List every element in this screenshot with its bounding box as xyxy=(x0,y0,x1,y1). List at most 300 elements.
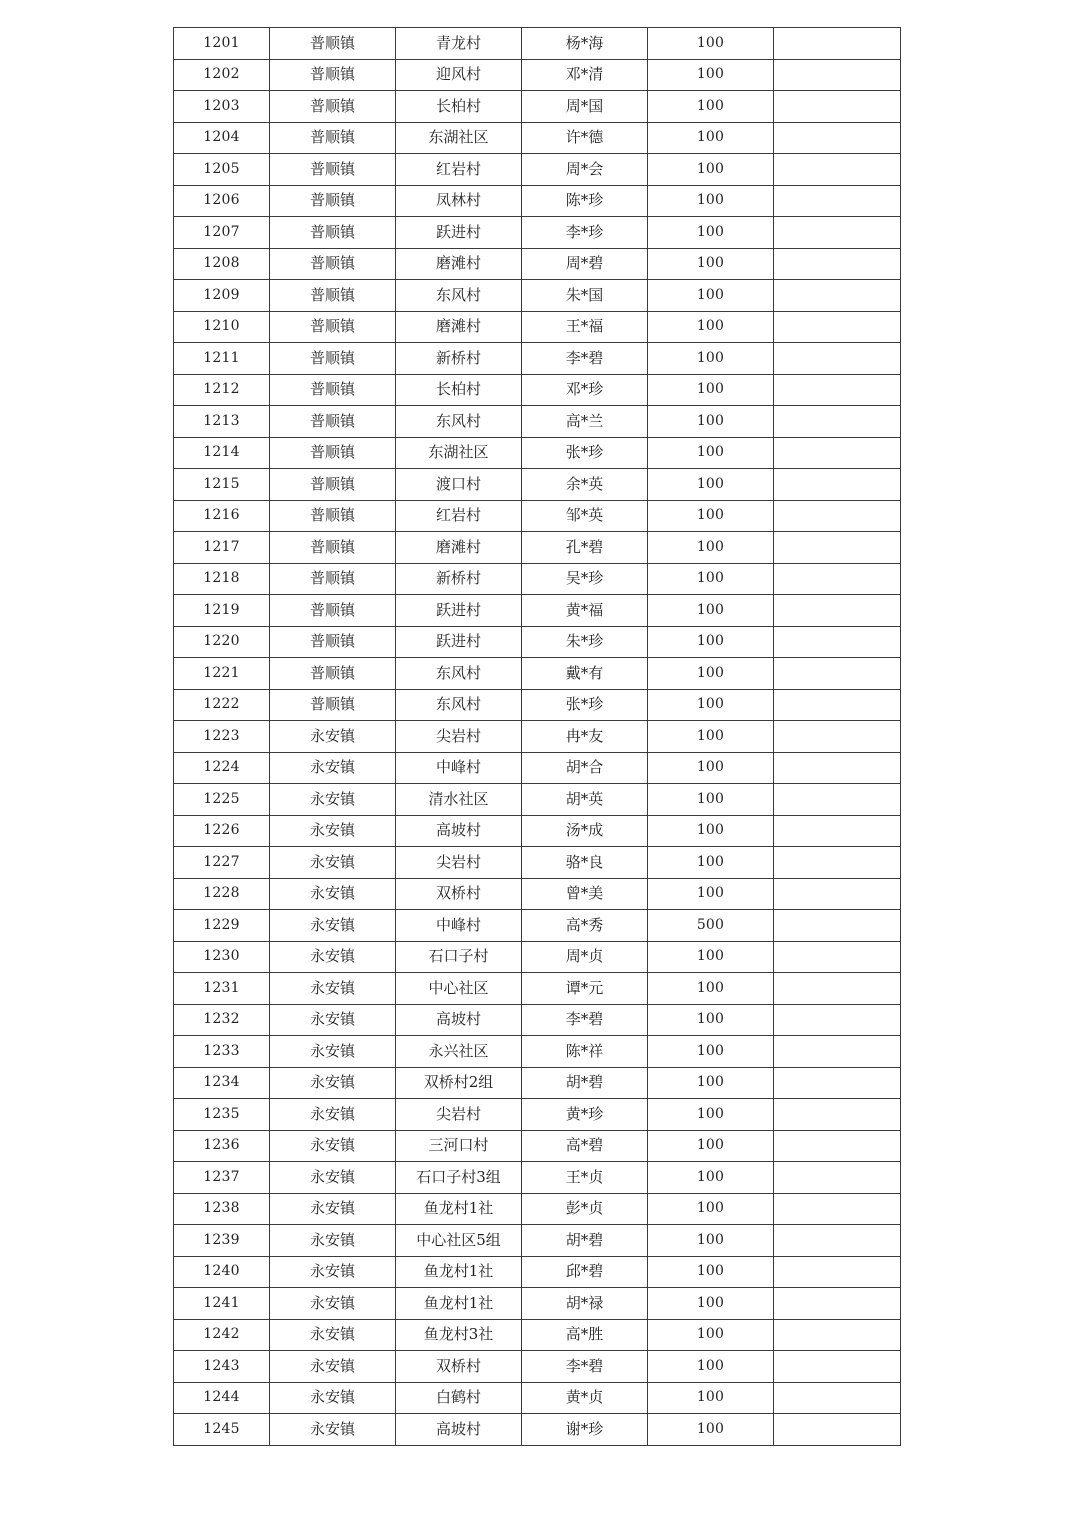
cell-person-name: 邓*珍 xyxy=(522,374,648,406)
cell-town: 普顺镇 xyxy=(270,91,396,123)
cell-village: 磨滩村 xyxy=(396,311,522,343)
cell-person-name: 曾*美 xyxy=(522,878,648,910)
cell-person-name: 胡*碧 xyxy=(522,1067,648,1099)
cell-remark xyxy=(774,878,901,910)
cell-person-name: 王*福 xyxy=(522,311,648,343)
cell-town: 普顺镇 xyxy=(270,563,396,595)
cell-village: 中峰村 xyxy=(396,752,522,784)
cell-serial-number: 1203 xyxy=(174,91,270,123)
cell-village: 渡口村 xyxy=(396,469,522,501)
cell-remark xyxy=(774,1225,901,1257)
table-row xyxy=(174,658,901,690)
cell-serial-number: 1208 xyxy=(174,248,270,280)
cell-remark xyxy=(774,847,901,879)
table-row xyxy=(174,1319,901,1351)
cell-person-name: 胡*禄 xyxy=(522,1288,648,1320)
cell-town: 普顺镇 xyxy=(270,217,396,249)
cell-amount: 100 xyxy=(648,1382,774,1414)
table-row xyxy=(174,437,901,469)
cell-serial-number: 1220 xyxy=(174,626,270,658)
cell-person-name: 胡*碧 xyxy=(522,1225,648,1257)
table-row xyxy=(174,1193,901,1225)
cell-serial-number: 1244 xyxy=(174,1382,270,1414)
cell-town: 永安镇 xyxy=(270,1067,396,1099)
cell-person-name: 余*英 xyxy=(522,469,648,501)
table-row xyxy=(174,311,901,343)
cell-remark xyxy=(774,941,901,973)
cell-remark xyxy=(774,721,901,753)
cell-person-name: 邱*碧 xyxy=(522,1256,648,1288)
cell-amount: 100 xyxy=(648,311,774,343)
cell-amount: 100 xyxy=(648,1288,774,1320)
cell-remark xyxy=(774,1036,901,1068)
cell-remark xyxy=(774,91,901,123)
cell-serial-number: 1221 xyxy=(174,658,270,690)
cell-person-name: 陈*祥 xyxy=(522,1036,648,1068)
cell-person-name: 王*贞 xyxy=(522,1162,648,1194)
cell-village: 永兴社区 xyxy=(396,1036,522,1068)
cell-serial-number: 1240 xyxy=(174,1256,270,1288)
table-row xyxy=(174,59,901,91)
cell-town: 永安镇 xyxy=(270,1351,396,1383)
table-row xyxy=(174,784,901,816)
table-row xyxy=(174,1382,901,1414)
cell-village: 长柏村 xyxy=(396,374,522,406)
cell-village: 东风村 xyxy=(396,406,522,438)
cell-town: 普顺镇 xyxy=(270,374,396,406)
cell-remark xyxy=(774,343,901,375)
cell-serial-number: 1242 xyxy=(174,1319,270,1351)
cell-town: 永安镇 xyxy=(270,1162,396,1194)
cell-village: 青龙村 xyxy=(396,28,522,60)
cell-town: 永安镇 xyxy=(270,847,396,879)
cell-town: 普顺镇 xyxy=(270,658,396,690)
cell-village: 东风村 xyxy=(396,280,522,312)
cell-town: 普顺镇 xyxy=(270,28,396,60)
cell-village: 尖岩村 xyxy=(396,721,522,753)
table-row xyxy=(174,1067,901,1099)
table-row xyxy=(174,185,901,217)
table-row xyxy=(174,689,901,721)
cell-serial-number: 1212 xyxy=(174,374,270,406)
cell-remark xyxy=(774,437,901,469)
cell-serial-number: 1207 xyxy=(174,217,270,249)
cell-amount: 100 xyxy=(648,563,774,595)
cell-person-name: 周*碧 xyxy=(522,248,648,280)
cell-amount: 100 xyxy=(648,941,774,973)
cell-amount: 100 xyxy=(648,815,774,847)
cell-remark xyxy=(774,406,901,438)
cell-village: 高坡村 xyxy=(396,1414,522,1446)
cell-person-name: 朱*珍 xyxy=(522,626,648,658)
table-row xyxy=(174,847,901,879)
cell-person-name: 张*珍 xyxy=(522,689,648,721)
cell-amount: 100 xyxy=(648,1193,774,1225)
cell-town: 永安镇 xyxy=(270,1256,396,1288)
cell-remark xyxy=(774,500,901,532)
cell-serial-number: 1214 xyxy=(174,437,270,469)
cell-serial-number: 1227 xyxy=(174,847,270,879)
cell-village: 磨滩村 xyxy=(396,248,522,280)
table-row xyxy=(174,721,901,753)
cell-amount: 100 xyxy=(648,185,774,217)
cell-remark xyxy=(774,973,901,1005)
cell-remark xyxy=(774,1130,901,1162)
cell-village: 中峰村 xyxy=(396,910,522,942)
cell-serial-number: 1210 xyxy=(174,311,270,343)
cell-remark xyxy=(774,1193,901,1225)
cell-serial-number: 1236 xyxy=(174,1130,270,1162)
cell-village: 尖岩村 xyxy=(396,1099,522,1131)
cell-amount: 100 xyxy=(648,28,774,60)
cell-remark xyxy=(774,910,901,942)
cell-remark xyxy=(774,154,901,186)
cell-serial-number: 1217 xyxy=(174,532,270,564)
cell-person-name: 周*国 xyxy=(522,91,648,123)
cell-village: 跃进村 xyxy=(396,595,522,627)
cell-serial-number: 1239 xyxy=(174,1225,270,1257)
cell-town: 永安镇 xyxy=(270,752,396,784)
cell-person-name: 邓*清 xyxy=(522,59,648,91)
cell-person-name: 高*碧 xyxy=(522,1130,648,1162)
cell-village: 中心社区 xyxy=(396,973,522,1005)
cell-remark xyxy=(774,1382,901,1414)
cell-village: 双桥村 xyxy=(396,878,522,910)
cell-person-name: 骆*良 xyxy=(522,847,648,879)
cell-person-name: 高*兰 xyxy=(522,406,648,438)
cell-town: 永安镇 xyxy=(270,1319,396,1351)
cell-person-name: 彭*贞 xyxy=(522,1193,648,1225)
cell-serial-number: 1211 xyxy=(174,343,270,375)
cell-remark xyxy=(774,658,901,690)
cell-town: 永安镇 xyxy=(270,1225,396,1257)
table-row xyxy=(174,248,901,280)
cell-village: 红岩村 xyxy=(396,154,522,186)
cell-town: 普顺镇 xyxy=(270,500,396,532)
cell-serial-number: 1238 xyxy=(174,1193,270,1225)
cell-remark xyxy=(774,1319,901,1351)
cell-amount: 100 xyxy=(648,847,774,879)
table-row xyxy=(174,343,901,375)
cell-amount: 100 xyxy=(648,595,774,627)
table-row xyxy=(174,217,901,249)
cell-village: 长柏村 xyxy=(396,91,522,123)
cell-serial-number: 1218 xyxy=(174,563,270,595)
cell-amount: 100 xyxy=(648,1067,774,1099)
cell-person-name: 黄*珍 xyxy=(522,1099,648,1131)
cell-person-name: 吴*珍 xyxy=(522,563,648,595)
cell-town: 永安镇 xyxy=(270,1004,396,1036)
cell-remark xyxy=(774,626,901,658)
cell-amount: 100 xyxy=(648,1414,774,1446)
cell-person-name: 李*珍 xyxy=(522,217,648,249)
cell-town: 普顺镇 xyxy=(270,689,396,721)
table-row xyxy=(174,626,901,658)
cell-remark xyxy=(774,217,901,249)
table-row xyxy=(174,1256,901,1288)
cell-remark xyxy=(774,1256,901,1288)
cell-serial-number: 1225 xyxy=(174,784,270,816)
table-row xyxy=(174,1099,901,1131)
cell-remark xyxy=(774,752,901,784)
roster-table xyxy=(173,27,901,1446)
cell-town: 普顺镇 xyxy=(270,311,396,343)
cell-village: 东风村 xyxy=(396,689,522,721)
cell-village: 新桥村 xyxy=(396,343,522,375)
cell-town: 永安镇 xyxy=(270,1099,396,1131)
cell-person-name: 谭*元 xyxy=(522,973,648,1005)
cell-serial-number: 1205 xyxy=(174,154,270,186)
cell-serial-number: 1237 xyxy=(174,1162,270,1194)
cell-town: 永安镇 xyxy=(270,1288,396,1320)
cell-amount: 100 xyxy=(648,91,774,123)
cell-amount: 100 xyxy=(648,437,774,469)
cell-village: 磨滩村 xyxy=(396,532,522,564)
cell-person-name: 高*胜 xyxy=(522,1319,648,1351)
cell-remark xyxy=(774,563,901,595)
cell-village: 尖岩村 xyxy=(396,847,522,879)
table-row xyxy=(174,563,901,595)
cell-serial-number: 1216 xyxy=(174,500,270,532)
cell-amount: 100 xyxy=(648,500,774,532)
cell-village: 跃进村 xyxy=(396,217,522,249)
cell-serial-number: 1232 xyxy=(174,1004,270,1036)
cell-person-name: 胡*合 xyxy=(522,752,648,784)
cell-serial-number: 1245 xyxy=(174,1414,270,1446)
cell-serial-number: 1215 xyxy=(174,469,270,501)
cell-amount: 100 xyxy=(648,721,774,753)
table-row xyxy=(174,1036,901,1068)
cell-serial-number: 1204 xyxy=(174,122,270,154)
cell-amount: 100 xyxy=(648,154,774,186)
cell-village: 中心社区5组 xyxy=(396,1225,522,1257)
cell-town: 普顺镇 xyxy=(270,343,396,375)
cell-village: 双桥村2组 xyxy=(396,1067,522,1099)
table-row xyxy=(174,1004,901,1036)
table-row xyxy=(174,973,901,1005)
cell-town: 永安镇 xyxy=(270,784,396,816)
cell-amount: 100 xyxy=(648,1036,774,1068)
cell-remark xyxy=(774,1099,901,1131)
cell-town: 普顺镇 xyxy=(270,122,396,154)
cell-amount: 100 xyxy=(648,689,774,721)
cell-village: 跃进村 xyxy=(396,626,522,658)
table-row xyxy=(174,374,901,406)
cell-amount: 100 xyxy=(648,469,774,501)
table-row xyxy=(174,878,901,910)
cell-amount: 100 xyxy=(648,59,774,91)
cell-village: 鱼龙村1社 xyxy=(396,1193,522,1225)
table-row xyxy=(174,28,901,60)
cell-person-name: 陈*珍 xyxy=(522,185,648,217)
roster-table-body xyxy=(174,28,901,1446)
cell-remark xyxy=(774,469,901,501)
cell-town: 普顺镇 xyxy=(270,406,396,438)
cell-town: 普顺镇 xyxy=(270,185,396,217)
table-row xyxy=(174,406,901,438)
cell-town: 普顺镇 xyxy=(270,595,396,627)
cell-village: 鱼龙村3社 xyxy=(396,1319,522,1351)
cell-amount: 100 xyxy=(648,1351,774,1383)
cell-amount: 100 xyxy=(648,532,774,564)
cell-person-name: 孔*碧 xyxy=(522,532,648,564)
cell-town: 永安镇 xyxy=(270,1382,396,1414)
table-row xyxy=(174,910,901,942)
cell-town: 永安镇 xyxy=(270,1036,396,1068)
cell-town: 普顺镇 xyxy=(270,437,396,469)
cell-village: 凤林村 xyxy=(396,185,522,217)
cell-person-name: 李*碧 xyxy=(522,1004,648,1036)
cell-village: 高坡村 xyxy=(396,1004,522,1036)
cell-serial-number: 1235 xyxy=(174,1099,270,1131)
cell-person-name: 谢*珍 xyxy=(522,1414,648,1446)
cell-amount: 100 xyxy=(648,973,774,1005)
cell-village: 迎风村 xyxy=(396,59,522,91)
cell-amount: 100 xyxy=(648,1319,774,1351)
cell-serial-number: 1206 xyxy=(174,185,270,217)
cell-remark xyxy=(774,815,901,847)
cell-town: 普顺镇 xyxy=(270,280,396,312)
cell-amount: 100 xyxy=(648,1004,774,1036)
cell-remark xyxy=(774,374,901,406)
cell-person-name: 黄*贞 xyxy=(522,1382,648,1414)
cell-village: 双桥村 xyxy=(396,1351,522,1383)
cell-serial-number: 1219 xyxy=(174,595,270,627)
cell-town: 永安镇 xyxy=(270,973,396,1005)
cell-remark xyxy=(774,28,901,60)
cell-serial-number: 1226 xyxy=(174,815,270,847)
cell-town: 永安镇 xyxy=(270,1193,396,1225)
table-row xyxy=(174,815,901,847)
cell-town: 普顺镇 xyxy=(270,248,396,280)
cell-serial-number: 1230 xyxy=(174,941,270,973)
cell-amount: 100 xyxy=(648,343,774,375)
cell-amount: 500 xyxy=(648,910,774,942)
table-row xyxy=(174,1288,901,1320)
cell-person-name: 周*会 xyxy=(522,154,648,186)
cell-town: 普顺镇 xyxy=(270,59,396,91)
cell-serial-number: 1243 xyxy=(174,1351,270,1383)
cell-person-name: 李*碧 xyxy=(522,1351,648,1383)
cell-person-name: 李*碧 xyxy=(522,343,648,375)
cell-remark xyxy=(774,311,901,343)
table-row xyxy=(174,280,901,312)
table-row xyxy=(174,532,901,564)
cell-village: 鱼龙村1社 xyxy=(396,1288,522,1320)
cell-remark xyxy=(774,59,901,91)
cell-amount: 100 xyxy=(648,1099,774,1131)
cell-town: 永安镇 xyxy=(270,878,396,910)
cell-town: 普顺镇 xyxy=(270,469,396,501)
cell-person-name: 戴*有 xyxy=(522,658,648,690)
cell-amount: 100 xyxy=(648,1130,774,1162)
cell-village: 三河口村 xyxy=(396,1130,522,1162)
cell-remark xyxy=(774,1351,901,1383)
table-row xyxy=(174,1414,901,1446)
cell-village: 东风村 xyxy=(396,658,522,690)
cell-person-name: 高*秀 xyxy=(522,910,648,942)
cell-remark xyxy=(774,784,901,816)
cell-remark xyxy=(774,1067,901,1099)
cell-amount: 100 xyxy=(648,374,774,406)
cell-amount: 100 xyxy=(648,752,774,784)
cell-serial-number: 1213 xyxy=(174,406,270,438)
cell-person-name: 汤*成 xyxy=(522,815,648,847)
cell-person-name: 张*珍 xyxy=(522,437,648,469)
table-row xyxy=(174,595,901,627)
cell-remark xyxy=(774,532,901,564)
table-row xyxy=(174,1130,901,1162)
cell-amount: 100 xyxy=(648,784,774,816)
cell-amount: 100 xyxy=(648,406,774,438)
cell-serial-number: 1241 xyxy=(174,1288,270,1320)
cell-amount: 100 xyxy=(648,248,774,280)
cell-serial-number: 1202 xyxy=(174,59,270,91)
cell-amount: 100 xyxy=(648,1256,774,1288)
cell-village: 鱼龙村1社 xyxy=(396,1256,522,1288)
cell-serial-number: 1233 xyxy=(174,1036,270,1068)
cell-remark xyxy=(774,280,901,312)
cell-town: 永安镇 xyxy=(270,941,396,973)
table-row xyxy=(174,1351,901,1383)
table-row xyxy=(174,941,901,973)
cell-remark xyxy=(774,595,901,627)
table-row xyxy=(174,122,901,154)
cell-person-name: 周*贞 xyxy=(522,941,648,973)
cell-town: 永安镇 xyxy=(270,1130,396,1162)
cell-town: 普顺镇 xyxy=(270,626,396,658)
cell-village: 石口子村3组 xyxy=(396,1162,522,1194)
cell-village: 石口子村 xyxy=(396,941,522,973)
table-row xyxy=(174,500,901,532)
cell-town: 永安镇 xyxy=(270,815,396,847)
cell-village: 新桥村 xyxy=(396,563,522,595)
cell-town: 永安镇 xyxy=(270,910,396,942)
cell-remark xyxy=(774,1414,901,1446)
cell-town: 普顺镇 xyxy=(270,532,396,564)
cell-village: 白鹤村 xyxy=(396,1382,522,1414)
cell-village: 高坡村 xyxy=(396,815,522,847)
cell-amount: 100 xyxy=(648,878,774,910)
cell-serial-number: 1234 xyxy=(174,1067,270,1099)
cell-remark xyxy=(774,1004,901,1036)
cell-amount: 100 xyxy=(648,1162,774,1194)
table-row xyxy=(174,91,901,123)
cell-remark xyxy=(774,689,901,721)
cell-amount: 100 xyxy=(648,217,774,249)
cell-serial-number: 1228 xyxy=(174,878,270,910)
cell-person-name: 杨*海 xyxy=(522,28,648,60)
cell-serial-number: 1231 xyxy=(174,973,270,1005)
cell-person-name: 胡*英 xyxy=(522,784,648,816)
cell-remark xyxy=(774,1288,901,1320)
cell-serial-number: 1224 xyxy=(174,752,270,784)
table-row xyxy=(174,752,901,784)
cell-person-name: 黄*福 xyxy=(522,595,648,627)
cell-remark xyxy=(774,185,901,217)
cell-serial-number: 1229 xyxy=(174,910,270,942)
cell-amount: 100 xyxy=(648,658,774,690)
cell-serial-number: 1222 xyxy=(174,689,270,721)
cell-person-name: 朱*国 xyxy=(522,280,648,312)
cell-amount: 100 xyxy=(648,1225,774,1257)
cell-village: 东湖社区 xyxy=(396,437,522,469)
table-row xyxy=(174,1162,901,1194)
table-row xyxy=(174,1225,901,1257)
cell-serial-number: 1223 xyxy=(174,721,270,753)
cell-village: 清水社区 xyxy=(396,784,522,816)
cell-town: 永安镇 xyxy=(270,1414,396,1446)
